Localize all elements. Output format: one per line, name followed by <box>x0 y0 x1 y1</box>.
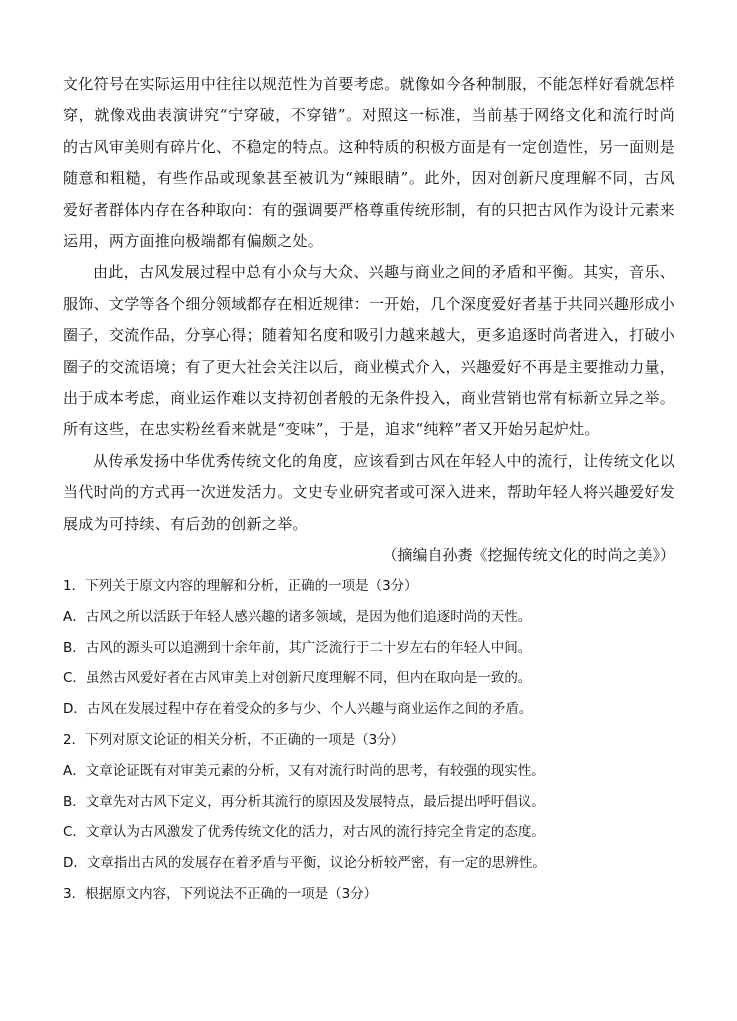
question-1-option-d: D．古风在发展过程中存在着受众的多与少、个人兴趣与商业运作之间的矛盾。 <box>63 701 533 718</box>
question-2-option-b: B．文章先对古风下定义，再分析其流行的原因及发展特点，最后提出呼吁倡议。 <box>63 793 545 810</box>
question-1-option-a: A．古风之所以活跃于年轻人感兴趣的诸多领域，是因为他们追逐时尚的天性。 <box>63 608 532 625</box>
exam-page <box>63 69 675 910</box>
question-3-stem: 3．根据原文内容，下列说法不正确的一项是（3分） <box>63 886 378 903</box>
question-1-option-c: C．虽然古风爱好者在古风审美上对创新尺度理解不同，但内在取向是一致的。 <box>63 670 532 687</box>
reading-passage <box>63 69 675 540</box>
passage-paragraph-2: 由此，古风发展过程中总有小众与大众、兴趣与商业之间的矛盾和平衡。其实，音乐、服饰、文学等各个细分领域都存在相近规律：一开始，几个深度爱好者基于共同兴趣形成小圈子，交流作品，分享心得；随着知名度和吸引力越来越大，更多追逐时尚者进入，打破小圈子的交流语境；有了更大社会关注以后，商业模式介入，兴趣爱好不再是主要推动力量，出于成本考虑，商业运作难以支持初创者般的无条件投入，商业营销也常有标新立异之举。所有这些，在忠实粉丝看来就是“变味”，于是，追求“纯粹”者又开始另起炉灶。 <box>63 263 676 439</box>
passage-source: （摘编自孙赉《挖掘传统文化的时尚之美》） <box>382 546 675 565</box>
question-1-stem: 1．下列关于原文内容的理解和分析，正确的一项是（3分） <box>63 578 418 595</box>
question-list <box>63 571 675 910</box>
question-2-option-a: A．文章论证既有对审美元素的分析，又有对流行时尚的思考，有较强的现实性。 <box>63 762 545 779</box>
question-2-stem: 2．下列对原文论证的相关分析，不正确的一项是（3分） <box>63 732 405 749</box>
passage-paragraph-1: 文化符号在实际运用中往往以规范性为首要考虑。就像如今各种制服，不能怎样好看就怎样穿，就像戏曲表演讲究“宁穿破，不穿错”。对照这一标准，当前基于网络文化和流行时尚的古风审美则有碎片化、不稳定的特点。这种特质的积极方面是有一定创造性，另一面则是随意和粗糙，有些作品或现象甚至被讥为“辣眼睛”。此外，因对创新尺度理解不同，古风爱好者群体内存在各种取向：有的强调要严格尊重传统形制，有的只把古风作为设计元素来运用，两方面推向极端都有偏颇之处。 <box>63 75 676 251</box>
passage-paragraph-3: 从传承发扬中华优秀传统文化的角度，应该看到古风在年轻人中的流行，让传统文化以当代时尚的方式再一次迸发活力。文史专业研究者或可深入进来，帮助年轻人将兴趣爱好发展成为可持续、有后劲的创新之举。 <box>63 451 676 533</box>
question-1-option-b: B．古风的源头可以追溯到十余年前，其广泛流行于二十岁左右的年轻人中间。 <box>63 639 532 656</box>
question-2-option-c: C．文章认为古风激发了优秀传统文化的活力，对古风的流行持完全肯定的态度。 <box>63 824 545 841</box>
question-2-option-d: D．文章指出古风的发展存在着矛盾与平衡，议论分析较严密，有一定的思辨性。 <box>63 855 546 872</box>
